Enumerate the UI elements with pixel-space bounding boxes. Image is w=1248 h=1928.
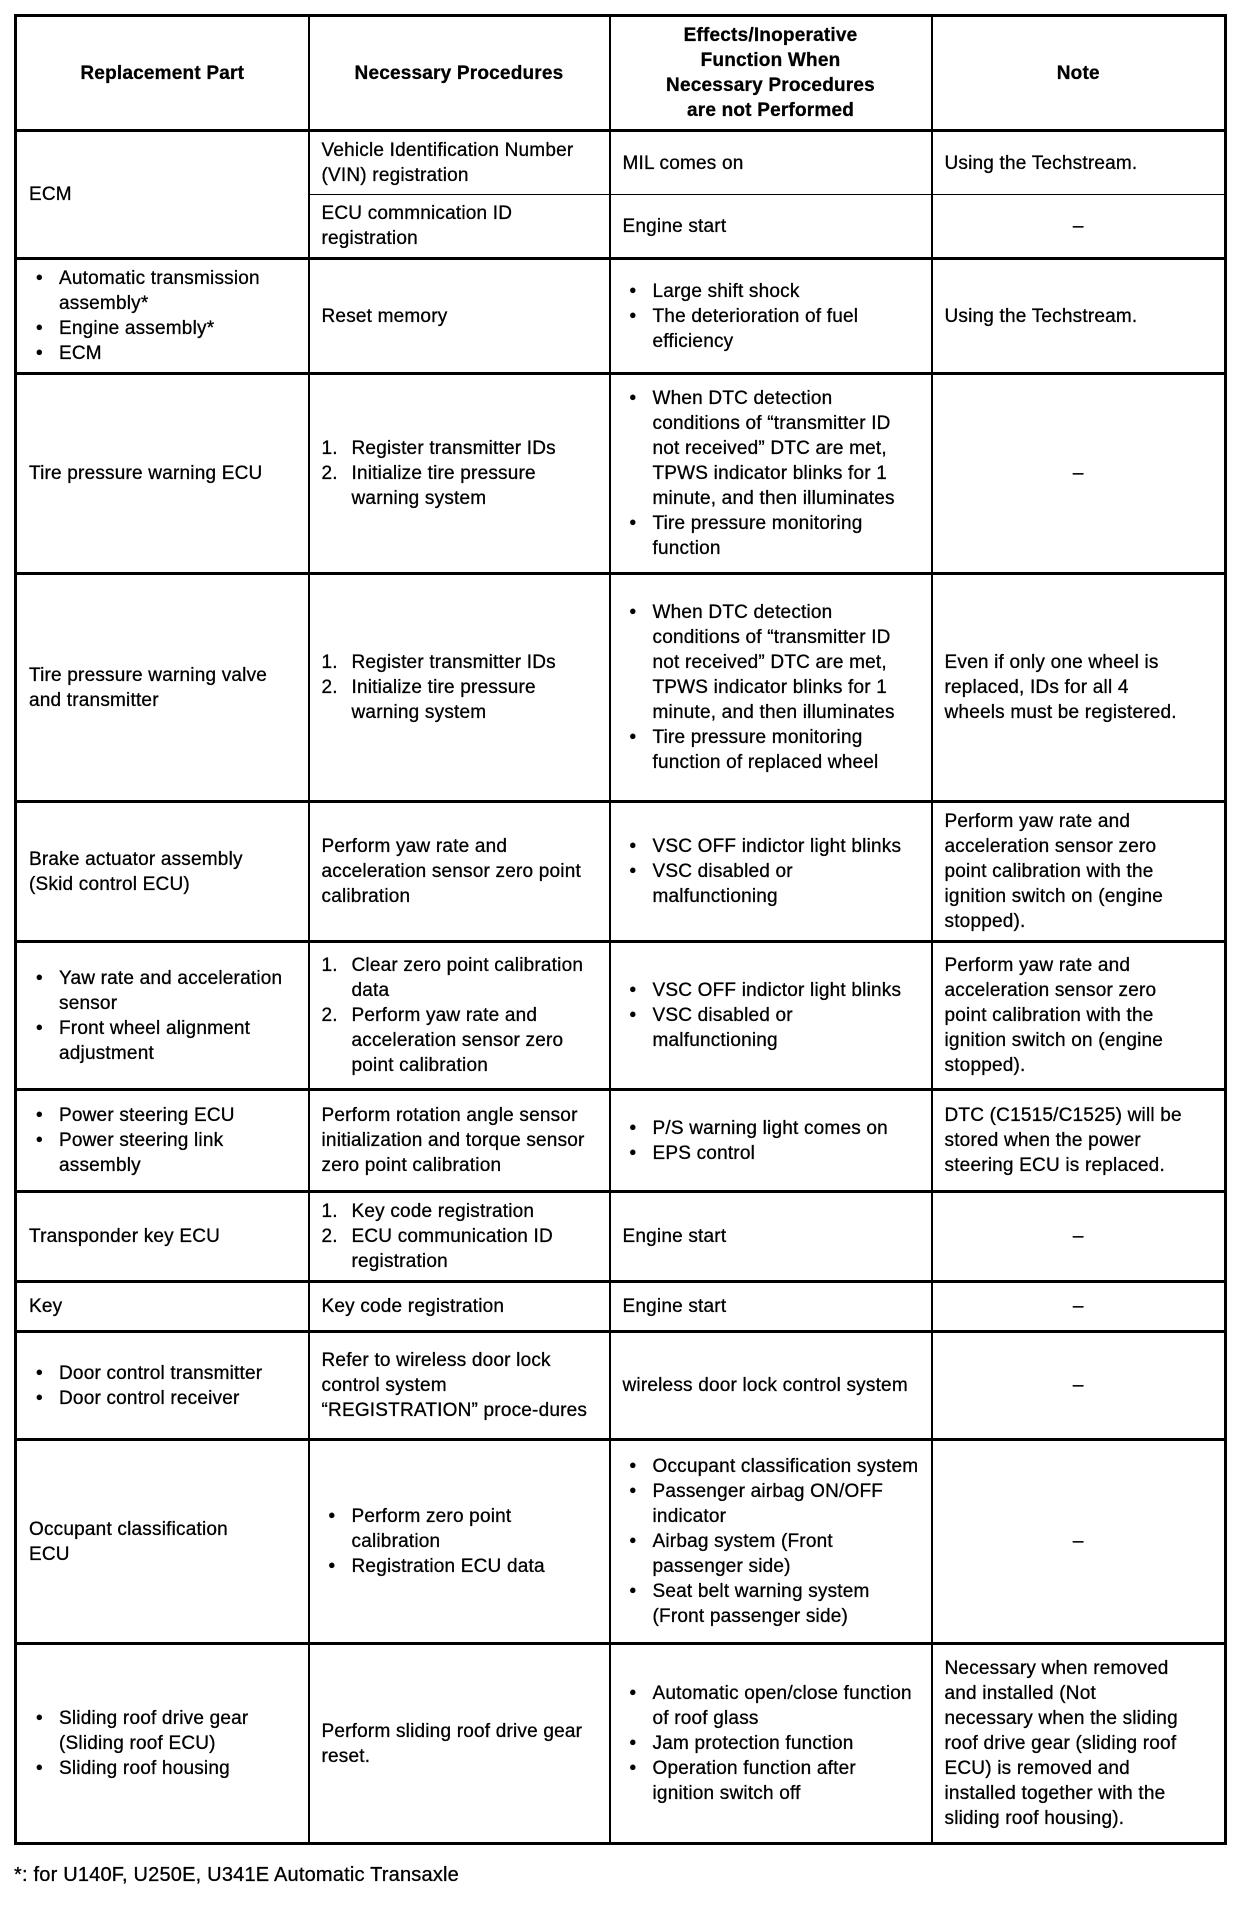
list-item: • Engine assembly*	[29, 316, 300, 341]
table-row-reset-memory	[16, 259, 1226, 374]
list-item: • Automatic open/close function of roof glass	[623, 1681, 923, 1731]
column-header-note: Note	[932, 16, 1226, 131]
cell-procedures	[309, 374, 610, 574]
list-item: Register transmitter IDs	[351, 652, 556, 673]
column-header-effects	[610, 16, 932, 131]
list-item: • When DTC detection conditions of “transmitter ID not received” DTC are met, TPWS indicator blinks for 1 minute, and then illuminates	[623, 386, 923, 511]
list-item: Perform yaw rate and acceleration sensor zero point calibration	[351, 1005, 564, 1076]
cell-procedures	[309, 942, 610, 1090]
effects-bullet-list	[623, 1454, 923, 1629]
list-item: • Seat belt warning system (Front passenger side)	[623, 1579, 923, 1629]
cell-note: Using the Techstream.	[932, 131, 1226, 195]
list-item: • Large shift shock	[623, 279, 923, 304]
list-item: • Sliding roof housing	[29, 1756, 300, 1781]
cell-procedures: Refer to wireless door lock control system “REGISTRATION” proce-dures	[309, 1332, 610, 1440]
list-item: • Automatic transmission assembly*	[29, 266, 300, 316]
table-row-power-steering	[16, 1090, 1226, 1192]
procedures-numbered-list	[322, 1199, 591, 1274]
list-item: • Passenger airbag ON/OFF indicator	[623, 1479, 923, 1529]
cell-note: –	[932, 374, 1226, 574]
cell-effects	[610, 574, 932, 802]
cell-part: Tire pressure warning ECU	[16, 374, 309, 574]
list-item: • Sliding roof drive gear (Sliding roof ECU)	[29, 1706, 300, 1756]
table-row-occupant-classification-ecu	[16, 1440, 1226, 1644]
list-item: • ECM	[29, 341, 300, 366]
list-item: • EPS control	[623, 1141, 923, 1166]
procedures-numbered-list	[322, 650, 591, 725]
list-item: • Yaw rate and acceleration sensor	[29, 966, 300, 1016]
table-row-sliding-roof	[16, 1644, 1226, 1844]
effects-bullet-list	[623, 834, 923, 909]
list-item: • VSC OFF indictor light blinks	[623, 978, 923, 1003]
list-item: • Registration ECU data	[322, 1554, 591, 1579]
list-item: Initialize tire pressure warning system	[351, 677, 536, 723]
list-item: • Door control receiver	[29, 1386, 300, 1411]
list-item: Register transmitter IDs	[351, 438, 556, 459]
effects-bullet-list	[623, 1116, 923, 1166]
cell-note: DTC (C1515/C1525) will be stored when the power steering ECU is replaced.	[932, 1090, 1226, 1192]
cell-part: Occupant classification ECU	[16, 1440, 309, 1644]
table-row-tpw-ecu	[16, 374, 1226, 574]
cell-effects: Engine start	[610, 1192, 932, 1282]
cell-note: –	[932, 1282, 1226, 1332]
cell-note: Perform yaw rate and acceleration sensor zero point calibration with the ignition switch on (engine stopped).	[932, 942, 1226, 1090]
list-item: • VSC OFF indictor light blinks	[623, 834, 923, 859]
cell-part	[16, 259, 309, 374]
cell-effects: Engine start	[610, 1282, 932, 1332]
column-header-necessary-procedures: Necessary Procedures	[309, 16, 610, 131]
cell-effects: wireless door lock control system	[610, 1332, 932, 1440]
list-item: ECU communication ID registration	[351, 1226, 553, 1272]
list-item: Clear zero point calibration data	[351, 955, 584, 1001]
table-row-tpw-valve	[16, 574, 1226, 802]
part-bullet-list	[29, 266, 300, 366]
part-bullet-list	[29, 1706, 300, 1781]
part-bullet-list	[29, 966, 300, 1066]
list-item: • Tire pressure monitoring function	[623, 511, 923, 561]
cell-note: Using the Techstream.	[932, 259, 1226, 374]
cell-effects	[610, 374, 932, 574]
cell-note: –	[932, 195, 1226, 259]
table-row-door-control	[16, 1332, 1226, 1440]
list-item: • When DTC detection conditions of “transmitter ID not received” DTC are met, TPWS indicator blinks for 1 minute, and then illuminates	[623, 600, 923, 725]
effects-bullet-list	[623, 279, 923, 354]
list-item: • Airbag system (Front passenger side)	[623, 1529, 923, 1579]
cell-part: Tire pressure warning valve and transmitter	[16, 574, 309, 802]
part-bullet-list	[29, 1103, 300, 1178]
list-item: • Tire pressure monitoring function of replaced wheel	[623, 725, 923, 775]
cell-procedures: Perform rotation angle sensor initialization and torque sensor zero point calibration	[309, 1090, 610, 1192]
cell-procedures: Perform sliding roof drive gear reset.	[309, 1644, 610, 1844]
procedures-numbered-list	[322, 953, 591, 1078]
cell-part	[16, 1332, 309, 1440]
list-item: Key code registration	[351, 1201, 535, 1222]
list-item: • Power steering link assembly	[29, 1128, 300, 1178]
cell-effects: Engine start	[610, 195, 932, 259]
list-item: • Jam protection function	[623, 1731, 923, 1756]
column-header-replacement-part: Replacement Part	[16, 16, 309, 131]
effects-bullet-list	[623, 1681, 923, 1806]
cell-part: Key	[16, 1282, 309, 1332]
table-row-yaw-rate-sensor	[16, 942, 1226, 1090]
cell-effects	[610, 942, 932, 1090]
cell-procedures	[309, 1192, 610, 1282]
cell-note: Perform yaw rate and acceleration sensor zero point calibration with the ignition switch on (engine stopped).	[932, 802, 1226, 942]
list-item: • Operation function after ignition switch off	[623, 1756, 923, 1806]
cell-procedures: Vehicle Identification Number (VIN) registration	[309, 131, 610, 195]
list-item: • P/S warning light comes on	[623, 1116, 923, 1141]
list-item: • The deterioration of fuel efficiency	[623, 304, 923, 354]
procedures-numbered-list	[322, 436, 591, 511]
cell-note: Even if only one wheel is replaced, IDs for all 4 wheels must be registered.	[932, 574, 1226, 802]
cell-effects	[610, 1440, 932, 1644]
cell-effects: MIL comes on	[610, 131, 932, 195]
cell-procedures: Reset memory	[309, 259, 610, 374]
cell-effects	[610, 259, 932, 374]
table-row-transponder-key-ecu	[16, 1192, 1226, 1282]
table-row-key	[16, 1282, 1226, 1332]
footnote: *: for U140F, U250E, U341E Automatic Transaxle	[14, 1864, 459, 1886]
list-item: • Perform zero point calibration	[322, 1504, 591, 1554]
cell-procedures	[309, 1440, 610, 1644]
cell-part: Brake actuator assembly (Skid control ECU)	[16, 802, 309, 942]
table-row-brake-actuator	[16, 802, 1226, 942]
table-row-ecm	[16, 131, 1226, 195]
cell-effects	[610, 1644, 932, 1844]
cell-procedures	[309, 574, 610, 802]
effects-bullet-list	[623, 386, 923, 561]
replacement-parts-table	[14, 14, 1227, 1845]
part-bullet-list	[29, 1361, 300, 1411]
effects-bullet-list	[623, 978, 923, 1053]
effects-bullet-list	[623, 600, 923, 775]
column-header-effects-text: Effects/Inoperative Function When Necessary Procedures are not Performed	[666, 25, 875, 121]
cell-part: Transponder key ECU	[16, 1192, 309, 1282]
cell-note: –	[932, 1332, 1226, 1440]
cell-part	[16, 942, 309, 1090]
cell-procedures: Key code registration	[309, 1282, 610, 1332]
cell-part: ECM	[16, 131, 309, 259]
list-item: • Occupant classification system	[623, 1454, 923, 1479]
manual-page	[14, 14, 1224, 1888]
cell-note: –	[932, 1192, 1226, 1282]
header-row	[16, 16, 1226, 131]
cell-effects	[610, 1090, 932, 1192]
procedures-bullet-list	[322, 1504, 591, 1579]
cell-procedures: Perform yaw rate and acceleration sensor zero point calibration	[309, 802, 610, 942]
list-item: Initialize tire pressure warning system	[351, 463, 536, 509]
list-item: • VSC disabled or malfunctioning	[623, 859, 923, 909]
list-item: • Door control transmitter	[29, 1361, 300, 1386]
list-item: • Power steering ECU	[29, 1103, 300, 1128]
list-item: • VSC disabled or malfunctioning	[623, 1003, 923, 1053]
cell-procedures: ECU commnication ID registration	[309, 195, 610, 259]
cell-note: Necessary when removed and installed (Not necessary when the sliding roof drive gear (sliding roof ECU) is removed and installed together with the sliding roof housing).	[932, 1644, 1226, 1844]
list-item: • Front wheel alignment adjustment	[29, 1016, 300, 1066]
cell-note: –	[932, 1440, 1226, 1644]
cell-effects	[610, 802, 932, 942]
cell-part	[16, 1644, 309, 1844]
cell-part	[16, 1090, 309, 1192]
